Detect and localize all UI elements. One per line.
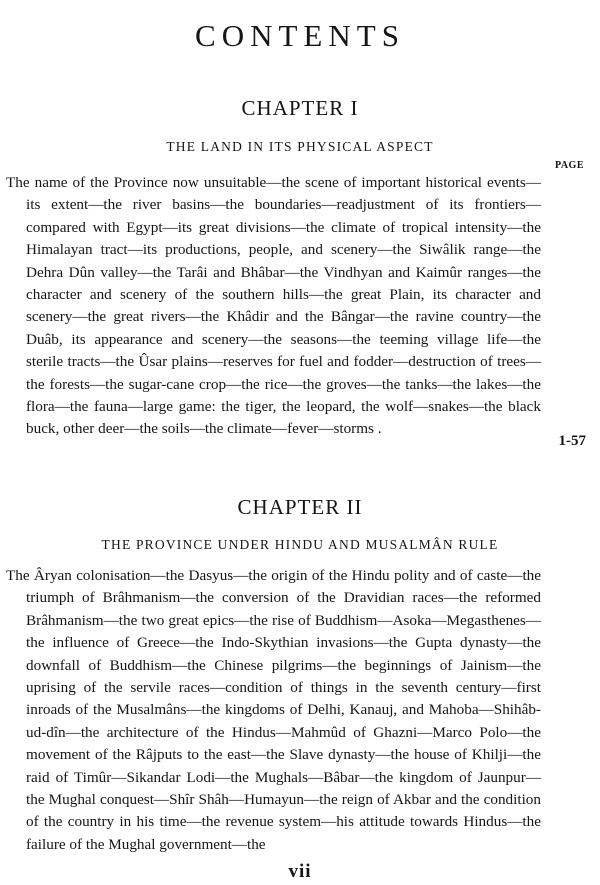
chapter-1-heading: CHAPTER I — [241, 96, 359, 120]
chapter-1-summary: The name of the Province now unsuitable—the scene of important historical events—its extent—the river basins—the boundaries—readjustment of its frontiers—compared with Egypt—its great divisions—the climate of tropical intensity—the Himalayan tract—its productions, people, and scenery—the Siwâlik range—the Dehra Dûn valley—the Tarâi and Bhâbar—the Vindhyan and Kaimûr ranges—the character and scenery of the southern hills—the great Plain, its character and scenery—the great rivers—the Khâdir and the Bângar—the ravine country—the Duâb, its appearance and scenery—the seasons—the teeming village life—the sterile tracts—the Ûsar plains—reserves for fuel and fodder—destruction of trees—the forests—the sugar-cane crop—the rice—the groves—the tanks—the lakes—the flora—the fauna—large game: the tiger, the leopard, the wolf—snakes—the black buck, other deer—the soils—the climate—fever—storms . — [6, 174, 541, 438]
chapter-2-heading: CHAPTER II — [237, 495, 363, 519]
chapter-1-page-range: 1-57 — [558, 433, 586, 449]
page-number: vii — [288, 861, 312, 882]
chapter-2-summary: The Âryan colonisation—the Dasyus—the origin of the Hindu polity and of caste—the triumph of Brâhmanism—the conversion of the Dravidian races—the reformed Brâhmanism—the two great epics—the rise of Buddhism—Asoka—Megasthenes—the influence of Greece—the Indo-Skythian invasions—the Gupta dynasty—the downfall of Buddhism—the Chinese pilgrims—the beginnings of Jainism—the uprising of the servile races—condition of things in the seventh century—first inroads of the Musalmâns—the kingdoms of Delhi, Kanauj, and Mahoba—Shihâb-ud-dîn—the architecture of the Hindus—Mahmûd of Ghazni—Marco Polo—the movement of the Râjputs to the east—the Slave dynasty—the house of Khilji—the raid of Timûr—Sikandar Lodi—the Mughals—Bâbar—the kingdom of Jaunpur—the Mughal conquest—Shîr Shâh—Humayun—the reign of Akbar and the condition of the country in his time—the revenue system—his attitude towards Hindus—the failure of the Mughal government—the — [6, 567, 541, 853]
page-column-label: PAGE — [554, 160, 584, 171]
chapter-1-subtitle: THE LAND IN ITS PHYSICAL ASPECT — [166, 139, 434, 154]
chapter-2-subtitle: THE PROVINCE UNDER HINDU AND MUSALMÂN RULE — [101, 537, 499, 552]
page-title: CONTENTS — [195, 18, 405, 53]
